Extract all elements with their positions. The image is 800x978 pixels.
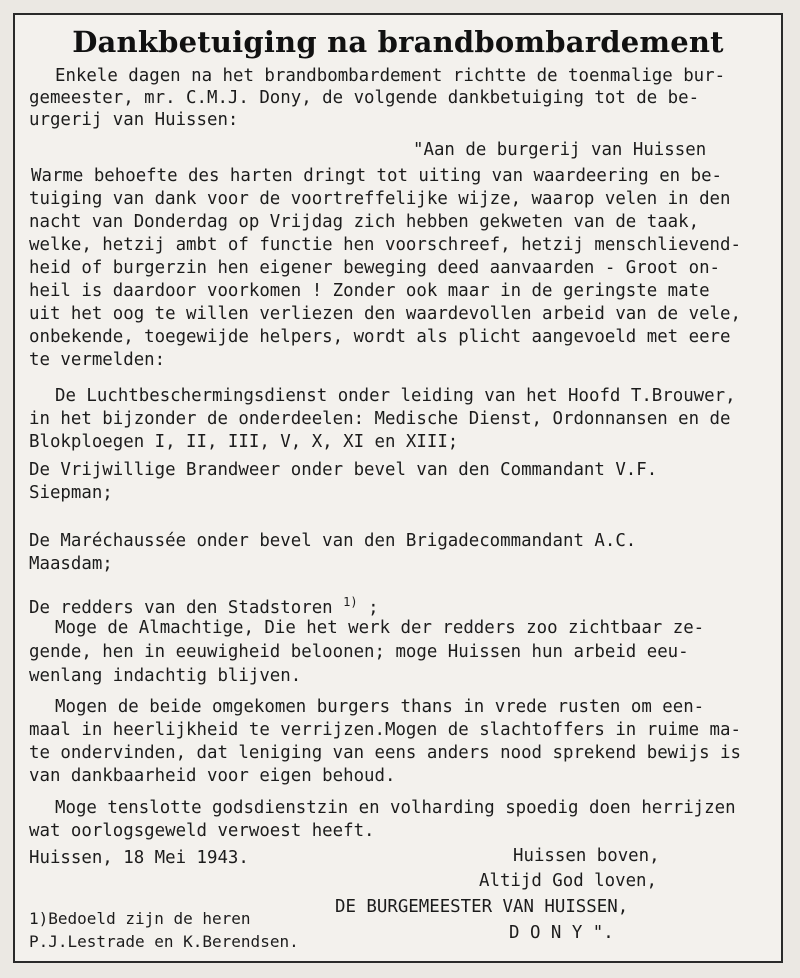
- article-title: Dankbetuiging na brandbombardement: [72, 25, 724, 59]
- lucht-line-1: De Luchtbeschermingsdienst onder leiding van het Hoofd T.Brouwer,: [55, 386, 736, 406]
- redders-end: ;: [368, 598, 379, 618]
- marechaussee-line-1: De Maréchaussée onder bevel van den Brigadecommandant A.C.: [29, 531, 637, 551]
- burgers-line-3: te ondervinden, dat leniging van eens anders nood sprekend bewijs is: [29, 743, 741, 763]
- body1-line-5: heid of burgerzin hen eigener beweging deed aanvaarden - Groot on-: [29, 258, 721, 278]
- body1-line-8: onbekende, toegewijde helpers, wordt als plicht aangevoeld met eere: [29, 327, 731, 347]
- burgers-line-1: Mogen de beide omgekomen burgers thans in vrede rusten om een-: [55, 697, 705, 717]
- intro-line-2: gemeester, mr. C.M.J. Dony, de volgende dankbetuiging tot de be-: [29, 88, 700, 108]
- body1-line-9: te vermelden:: [29, 350, 166, 370]
- closing-line-1: Huissen boven,: [513, 846, 660, 866]
- body1-line-3: nacht van Donderdag op Vrijdag zich hebben gekweten van de taak,: [29, 212, 700, 232]
- almachtige-line-3: wenlang indachtig blijven.: [29, 666, 302, 686]
- lucht-line-3: Blokploegen I, II, III, V, X, XI en XIII;: [29, 432, 459, 452]
- burgers-line-2: maal in heerlijkheid te verrijzen.Mogen de slachtoffers in ruime ma-: [29, 720, 741, 740]
- redders-text: De redders van den Stadstoren: [29, 598, 333, 618]
- footnote-line-2: P.J.Lestrade en K.Berendsen.: [29, 932, 299, 951]
- brandweer-line-2: Siepman;: [29, 483, 113, 503]
- place-date: Huissen, 18 Mei 1943.: [29, 848, 249, 868]
- body1-line-1: Warme behoefte des harten dringt tot uiting van waardeering en be-: [31, 166, 723, 186]
- burgers-line-4: van dankbaarheid voor eigen behoud.: [29, 766, 396, 786]
- intro-line-1: Enkele dagen na het brandbombardement richtte de toenmalige bur-: [55, 66, 726, 86]
- signature-title: DE BURGEMEESTER VAN HUISSEN,: [335, 897, 629, 917]
- signature-name: D O N Y ".: [509, 923, 614, 943]
- body1-line-7: uit het oog te willen verliezen den waardevollen arbeid van de vele,: [29, 304, 741, 324]
- footnote-mark: 1): [343, 595, 358, 609]
- salutation: "Aan de burgerij van Huissen: [413, 140, 707, 160]
- body1-line-4: welke, hetzij ambt of functie hen voorschreef, hetzij menschlievend-: [29, 235, 741, 255]
- body1-line-6: heil is daardoor voorkomen ! Zonder ook maar in de geringste mate: [29, 281, 710, 301]
- article-frame: [13, 13, 783, 963]
- brandweer-line-1: De Vrijwillige Brandweer onder bevel van den Commandant V.F.: [29, 460, 658, 480]
- godsdienstzin-line-1: Moge tenslotte godsdienstzin en volharding spoedig doen herrijzen: [55, 798, 736, 818]
- intro-line-3: urgerij van Huissen:: [29, 110, 239, 130]
- almachtige-line-1: Moge de Almachtige, Die het werk der redders zoo zichtbaar ze-: [55, 618, 705, 638]
- closing-line-2: Altijd God loven,: [479, 871, 657, 891]
- marechaussee-line-2: Maasdam;: [29, 554, 113, 574]
- godsdienstzin-line-2: wat oorlogsgeweld verwoest heeft.: [29, 821, 375, 841]
- redders-line: [29, 591, 379, 619]
- footnote-line-1: 1)Bedoeld zijn de heren: [29, 909, 251, 928]
- body1-line-2: tuiging van dank voor de voortreffelijke wijze, waarop velen in den: [29, 189, 731, 209]
- lucht-line-2: in het bijzonder de onderdeelen: Medische Dienst, Ordonnansen en de: [29, 409, 731, 429]
- almachtige-line-2: gende, hen in eeuwigheid beloonen; moge Huissen hun arbeid eeu-: [29, 642, 689, 662]
